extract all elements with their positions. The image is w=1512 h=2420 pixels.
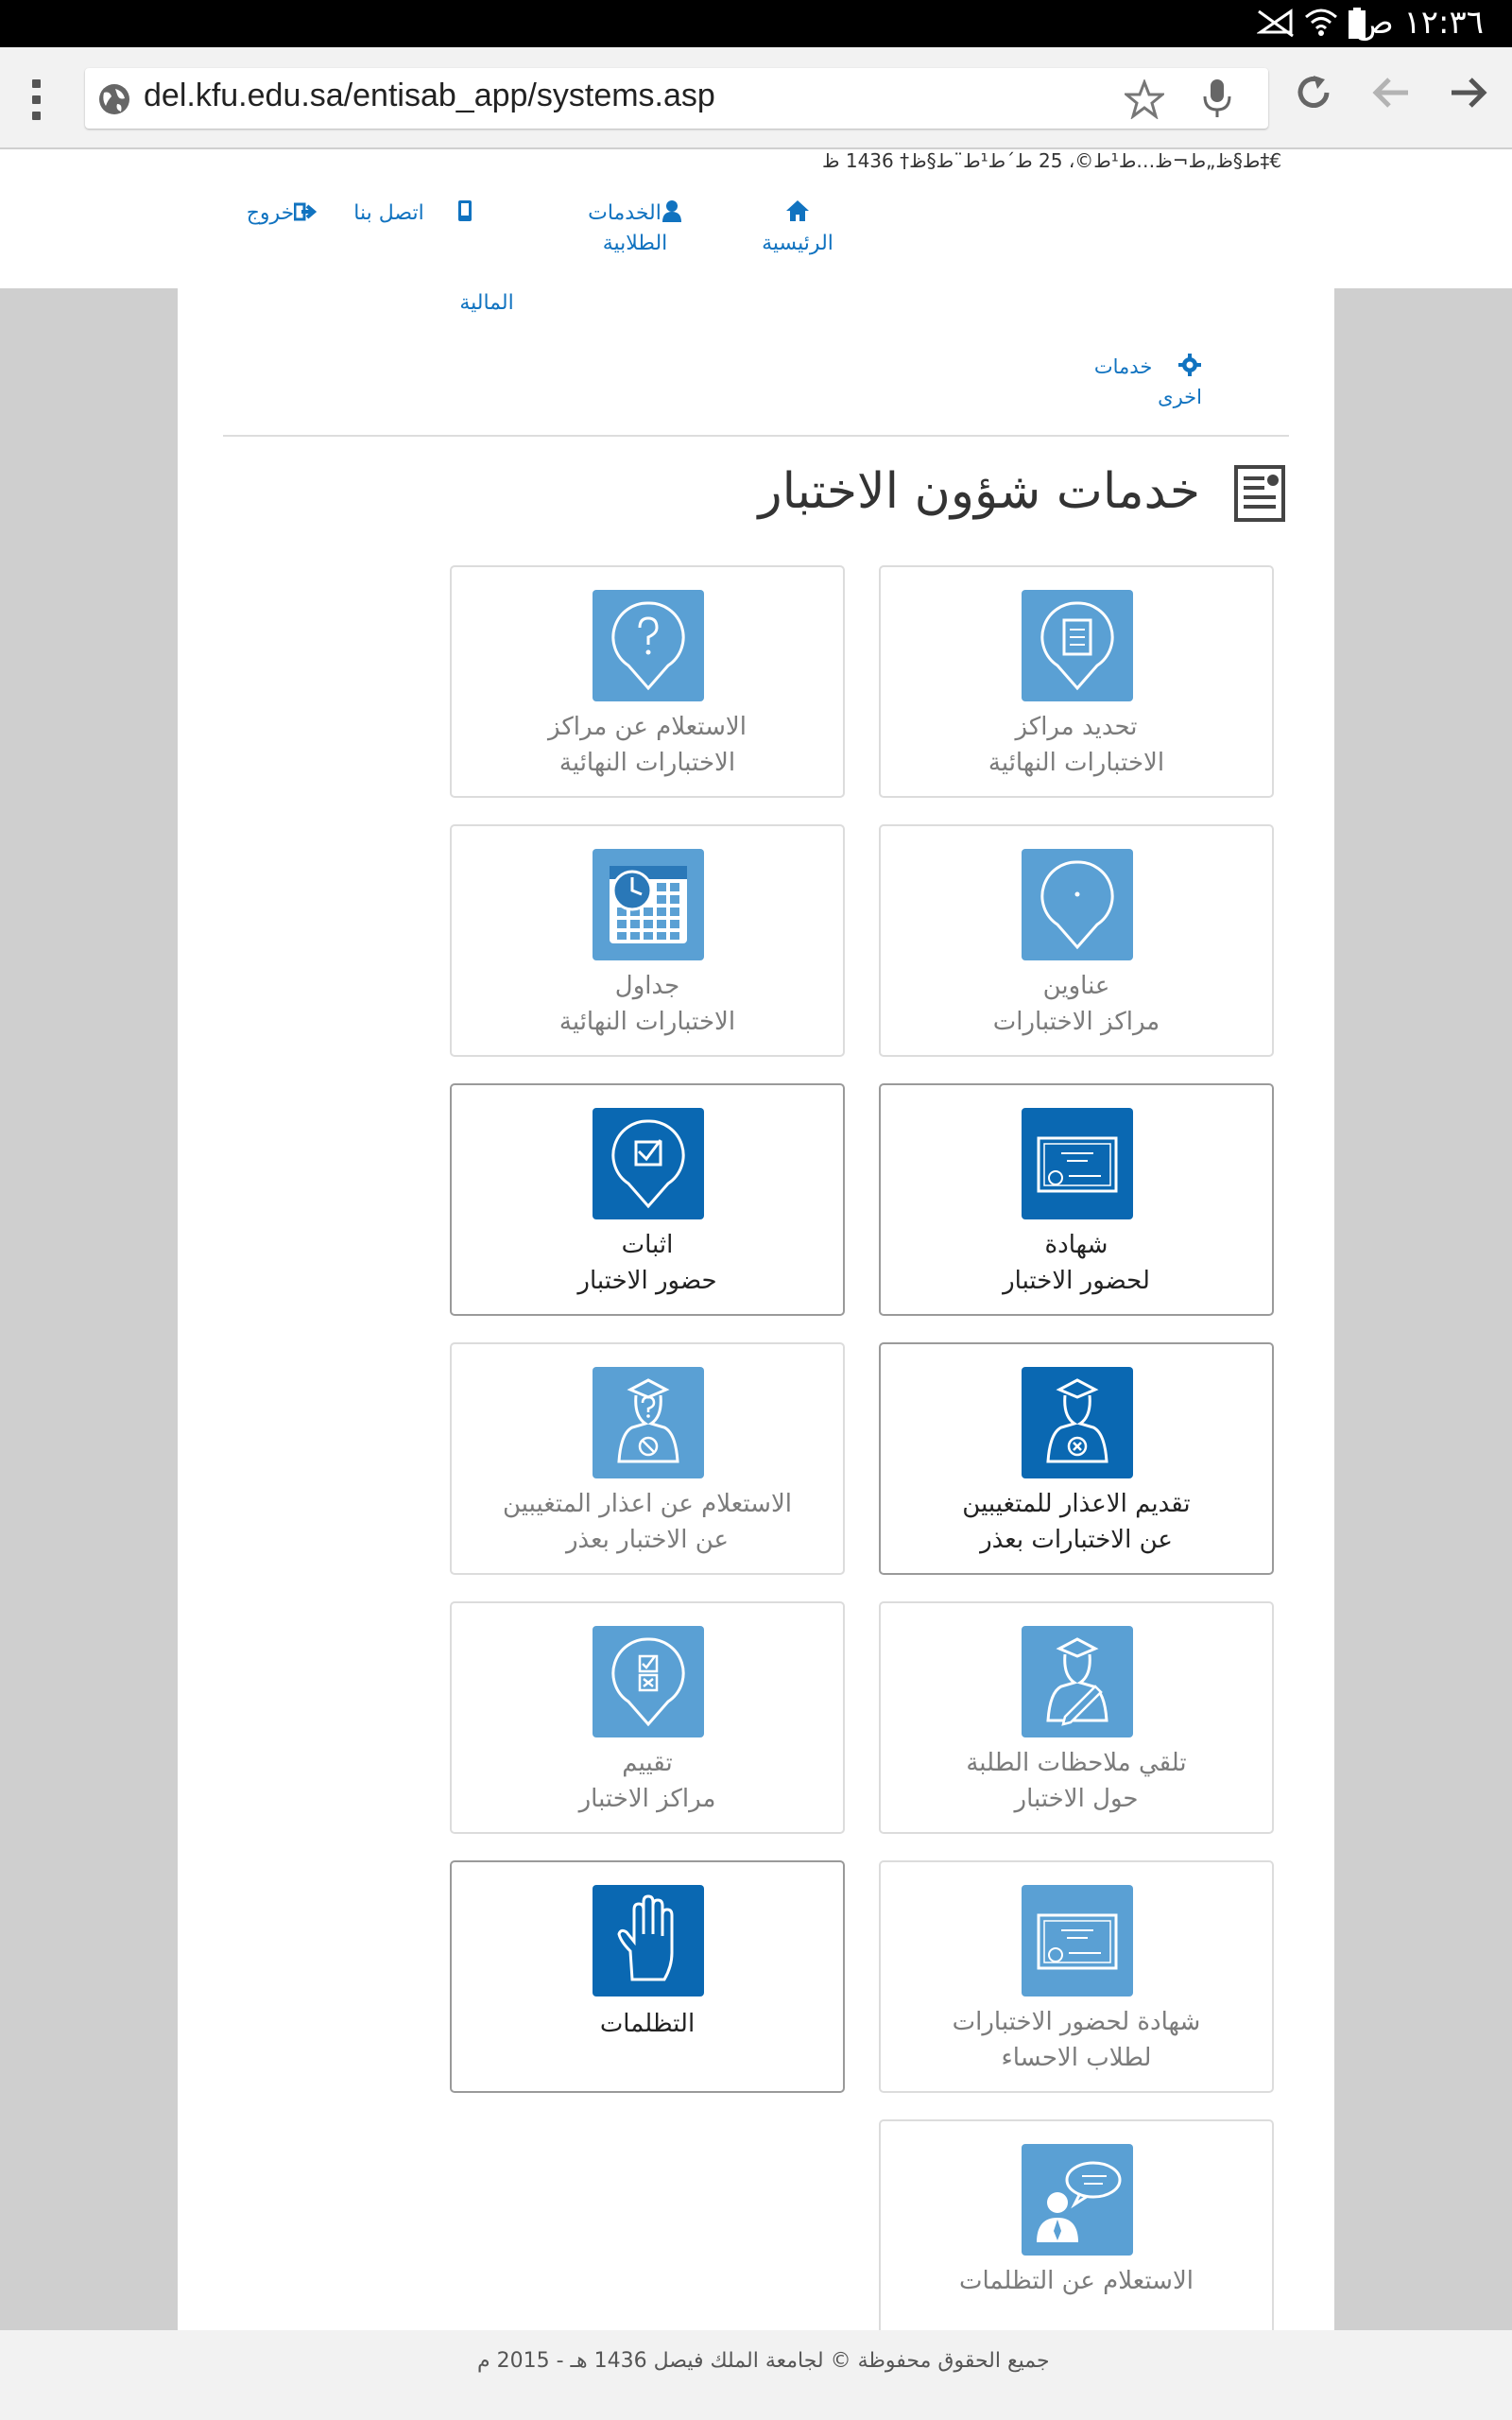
checklist-pin-icon (1022, 590, 1133, 701)
person-speech-icon (1022, 2144, 1133, 2256)
card-line2: عن الاختبار بعذر (565, 1526, 730, 1554)
nav-student-services[interactable] (578, 199, 692, 259)
hand-icon (593, 1885, 704, 1996)
nav-logout[interactable] (244, 199, 319, 229)
card-evaluate-centers[interactable] (450, 1601, 845, 1834)
nav-home-label: الرئيسية (762, 232, 833, 255)
location-pin-icon (1022, 849, 1133, 960)
url-bar[interactable] (85, 68, 1268, 129)
evaluation-pin-icon (593, 1626, 704, 1737)
card-line1: الاستعلام عن مراكز (548, 713, 747, 741)
card-line1: عناوين (1042, 972, 1110, 1000)
nav-contact[interactable] (352, 199, 474, 229)
microphone-icon[interactable] (1200, 78, 1234, 119)
no-signal-icon (1257, 8, 1295, 38)
overflow-menu-icon[interactable] (28, 79, 43, 121)
card-line1: تقديم الاعذار للمتغيبين (962, 1490, 1191, 1518)
divider (223, 435, 1289, 437)
nav-home[interactable] (752, 199, 843, 259)
card-line2: مراكز الاختبارات (992, 1008, 1160, 1036)
document-list-icon (1234, 465, 1285, 522)
card-line1: التظلمات (599, 2010, 696, 2038)
nav-financial[interactable]: المالية (459, 291, 514, 315)
site-header (0, 149, 1512, 289)
card-grievances[interactable] (450, 1860, 845, 2093)
card-line2: حضور الاختبار (577, 1267, 717, 1295)
gear-icon (1177, 353, 1202, 377)
card-submit-excuses[interactable] (879, 1342, 1274, 1575)
card-attendance-certificate[interactable] (879, 1083, 1274, 1316)
card-line2: عن الاختبارات بعذر (980, 1526, 1173, 1554)
card-inquire-excuses[interactable] (450, 1342, 845, 1575)
card-line1: الاستعلام عن التظلمات (958, 2267, 1194, 2295)
question-pin-icon (593, 590, 704, 701)
card-select-exam-centers[interactable] (879, 565, 1274, 798)
card-line2: حول الاختبار (1014, 1785, 1139, 1813)
card-line2: الاختبارات النهائية (558, 1008, 736, 1036)
check-pin-icon (593, 1108, 704, 1219)
sign-out-icon (294, 201, 317, 222)
card-line1: شهادة لحضور الاختبارات (952, 2008, 1201, 2036)
nav-student-services-line2: الطلابية (602, 232, 668, 255)
nav-student-services-line1: الخدمات (588, 201, 662, 225)
graduate-feedback-icon (1022, 1626, 1133, 1737)
card-line1: جداول (614, 972, 680, 1000)
page-gutter-left (0, 288, 178, 2420)
calendar-clock-icon (593, 849, 704, 960)
status-bar (0, 0, 1512, 47)
card-line1: شهادة (1044, 1231, 1108, 1259)
card-inquire-exam-centers[interactable] (450, 565, 845, 798)
nav-other-services[interactable] (1077, 352, 1202, 412)
date-text: ط§ظ„ط¬ظ…ط¹ط©، 25 ط´ط¹ط¨ط§ظ† 1436 ظ‡€ (822, 149, 1282, 172)
card-line2: مراكز الاختبار (578, 1785, 716, 1813)
back-arrow-icon[interactable] (1370, 72, 1412, 113)
certificate-icon (1022, 1108, 1133, 1219)
mobile-phone-icon (457, 199, 472, 222)
url-text: del.kfu.edu.sa/entisab_app/systems.asp (144, 78, 715, 113)
card-line2: لحضور الاختبار (1003, 1267, 1150, 1295)
home-icon (785, 199, 810, 222)
card-line1: تحديد مراكز (1015, 713, 1138, 741)
card-line1: تقييم (622, 1749, 673, 1777)
graduate-excuse-icon (1022, 1367, 1133, 1478)
card-line2: الاختبارات النهائية (558, 749, 736, 777)
certificate-icon (1022, 1885, 1133, 1996)
page-gutter-right (1334, 288, 1512, 2420)
card-line1: اثبات (621, 1231, 674, 1259)
graduate-question-icon (593, 1367, 704, 1478)
nav-logout-label: خروج (246, 201, 295, 225)
reload-icon[interactable] (1293, 72, 1334, 113)
copyright-text: جميع الحقوق محفوظة © لجامعة الملك فيصل 1436 هـ - 2015 م (477, 2349, 1050, 2373)
card-prove-attendance[interactable] (450, 1083, 845, 1316)
globe-icon (96, 81, 132, 117)
status-time: ١٢:٣٦ ص (1354, 4, 1484, 42)
bookmark-star-icon[interactable] (1125, 79, 1164, 119)
card-line1: الاستعلام عن اعذار المتغيبين (503, 1490, 792, 1518)
card-exam-center-addresses[interactable] (879, 824, 1274, 1057)
forward-arrow-icon[interactable] (1448, 72, 1489, 113)
nav-other-line1: خدمات (1093, 355, 1153, 378)
card-line2: الاختبارات النهائية (988, 749, 1165, 777)
page-title: خدمات شؤون الاختبار (758, 463, 1200, 520)
wifi-icon (1304, 8, 1338, 38)
browser-toolbar (0, 47, 1512, 149)
card-line2: لطلاب الاحساء (1001, 2044, 1152, 2072)
nav-other-line2: اخرى (1158, 386, 1202, 408)
card-exam-schedules[interactable] (450, 824, 845, 1057)
card-ahsa-certificate[interactable] (879, 1860, 1274, 2093)
footer (0, 2330, 1512, 2420)
card-student-feedback[interactable] (879, 1601, 1274, 1834)
nav-contact-label: اتصل بنا (353, 201, 424, 225)
card-line1: تلقي ملاحظات الطلبة (966, 1749, 1187, 1777)
user-icon (662, 199, 682, 222)
